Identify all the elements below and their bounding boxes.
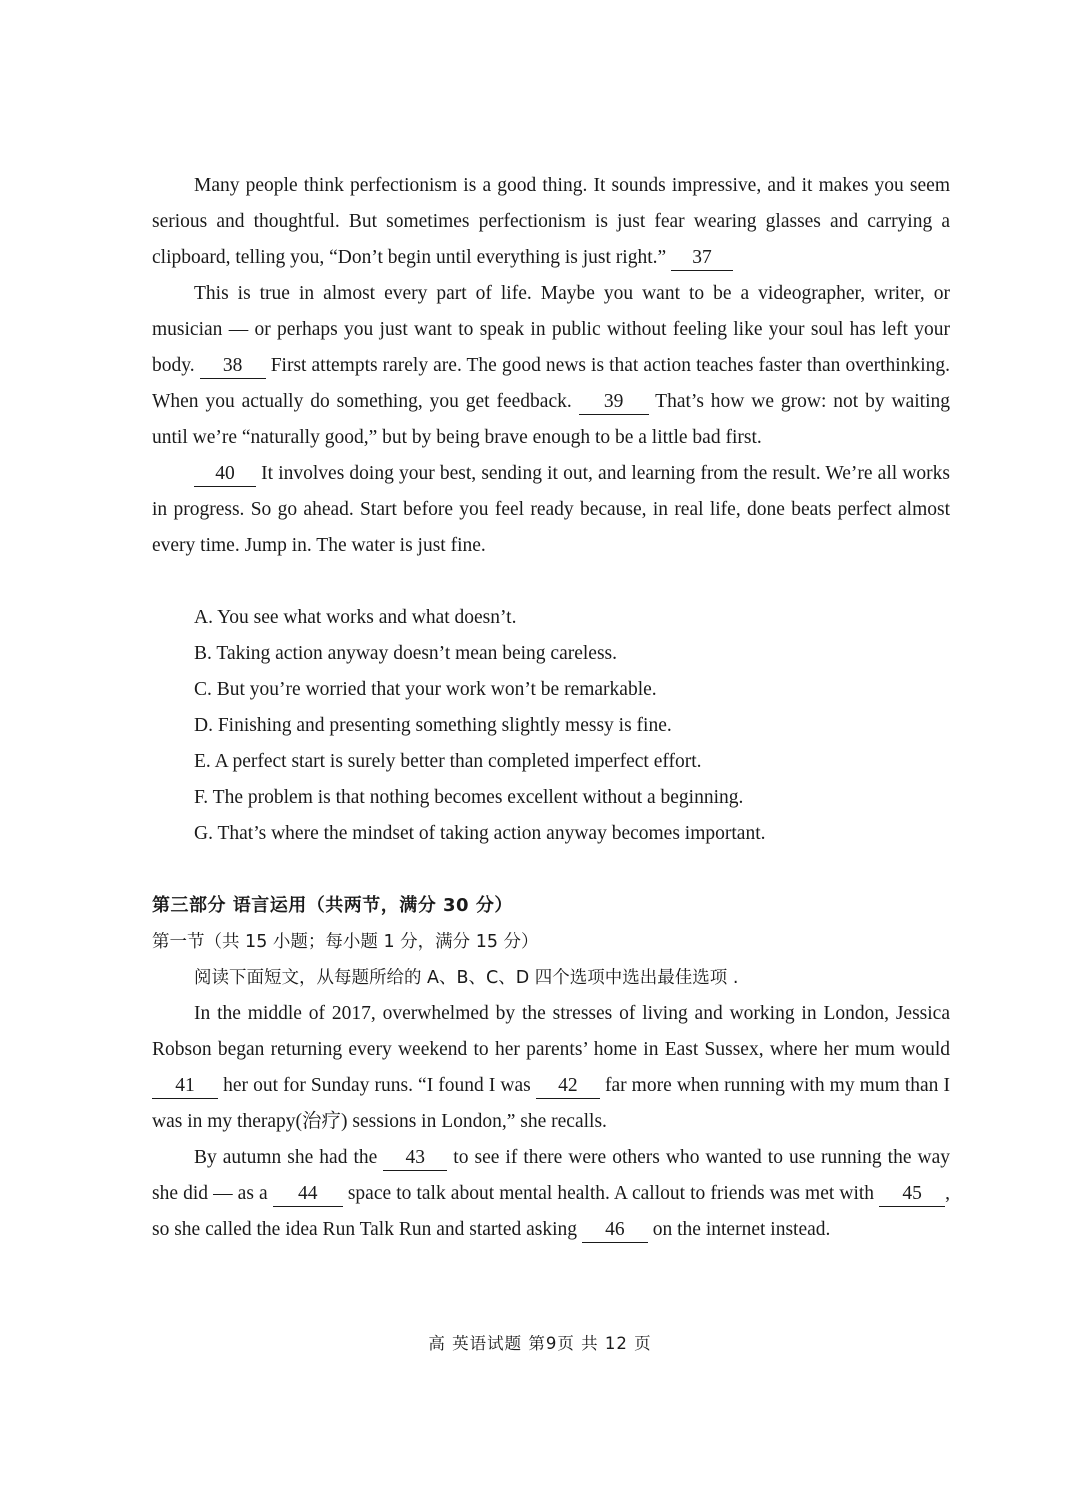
option-b[interactable]: B. Taking action anyway doesn’t mean being careless. xyxy=(194,643,618,664)
page-footer: 高 英语试题 第9页 共 12 页 xyxy=(428,1334,652,1353)
paragraph-text: her out for Sunday runs. “I found I was xyxy=(218,1075,536,1096)
instruction-text: 阅读下面短文，从每题所给的 A、B、C、D 四个选项中选出最佳选项 . xyxy=(194,968,739,988)
paragraph-text: First attempts rarely are. The good news is that action teaches faster than overthinking. When you actually do something, you get feedback. xyxy=(152,355,950,412)
option-d[interactable]: D. Finishing and presenting something slightly messy is fine. xyxy=(194,715,672,736)
option-e[interactable]: E. A perfect start is surely better than completed imperfect effort. xyxy=(194,751,702,772)
blank-41[interactable]: 41 xyxy=(152,1074,218,1099)
option-c[interactable]: C. But you’re worried that your work won’t be remarkable. xyxy=(194,679,657,700)
option-f[interactable]: F. The problem is that nothing becomes excellent without a beginning. xyxy=(194,787,744,808)
paragraph-text: Many people think perfectionism is a good thing. It sounds impressive, and it makes you seem serious and thoughtful. But sometimes perfectionism is just fear wearing glasses and carrying a clipboard, telling you, “Don’t begin until everything is just right.” xyxy=(152,175,950,268)
option-a[interactable]: A. You see what works and what doesn’t. xyxy=(194,607,517,628)
paragraph-text: That’s how we grow: not by waiting until we’re “naturally good,” but by being brave enough to be a little bad first. xyxy=(152,391,950,448)
blank-39[interactable]: 39 xyxy=(579,390,649,415)
passage2-paragraph-1 xyxy=(152,996,950,1140)
subsection-title: 第一节（共 15 小题；每小题 1 分，满分 15 分） xyxy=(152,932,539,952)
blank-42[interactable]: 42 xyxy=(536,1074,600,1099)
passage1-paragraph-1 xyxy=(152,168,950,276)
passage2-paragraph-2 xyxy=(152,1140,950,1248)
paragraph-text: In the middle of 2017, overwhelmed by the stresses of living and working in London, Jessica Robson began returning every weekend to her parents’ home in East Sussex, where her mum would xyxy=(152,1003,950,1060)
section-title: 第三部分 语言运用（共两节，满分 30 分） xyxy=(152,895,513,916)
blank-40[interactable]: 40 xyxy=(194,462,256,487)
passage1-paragraph-3 xyxy=(152,456,950,564)
option-g[interactable]: G. That’s where the mindset of taking action anyway becomes important. xyxy=(194,823,766,844)
paragraph-text: By autumn she had the xyxy=(194,1147,384,1168)
paragraph-text: far more when running with my mum than I was in my therapy(治疗) sessions in London,” she recalls. xyxy=(152,1075,950,1132)
answer-options xyxy=(152,600,950,852)
exam-page xyxy=(152,168,950,1248)
paragraph-text: to see if there were others who wanted to use running the way she did — as a xyxy=(152,1147,951,1204)
blank-37[interactable]: 37 xyxy=(671,246,733,271)
blank-45[interactable]: 45 xyxy=(879,1182,945,1207)
paragraph-text: , so she called the idea Run Talk Run and started asking xyxy=(152,1183,950,1240)
passage1-paragraph-2 xyxy=(152,276,950,456)
blank-46[interactable]: 46 xyxy=(582,1218,648,1243)
paragraph-text: space to talk about mental health. A callout to friends was met with xyxy=(342,1183,880,1204)
blank-43[interactable]: 43 xyxy=(383,1146,447,1171)
blank-44[interactable]: 44 xyxy=(273,1182,343,1207)
paragraph-text: This is true in almost every part of life. Maybe you want to be a videographer, writer, or musician — or perhaps you just want to speak in public without feeling like your soul has left your body. xyxy=(152,283,950,376)
paragraph-text: It involves doing your best, sending it out, and learning from the result. We’re all works in progress. So go ahead. Start before you feel ready because, in real life, done beats perfect almost every time. Jump in. The water is just fine. xyxy=(152,463,950,556)
blank-38[interactable]: 38 xyxy=(200,354,266,379)
paragraph-text: on the internet instead. xyxy=(647,1219,831,1240)
